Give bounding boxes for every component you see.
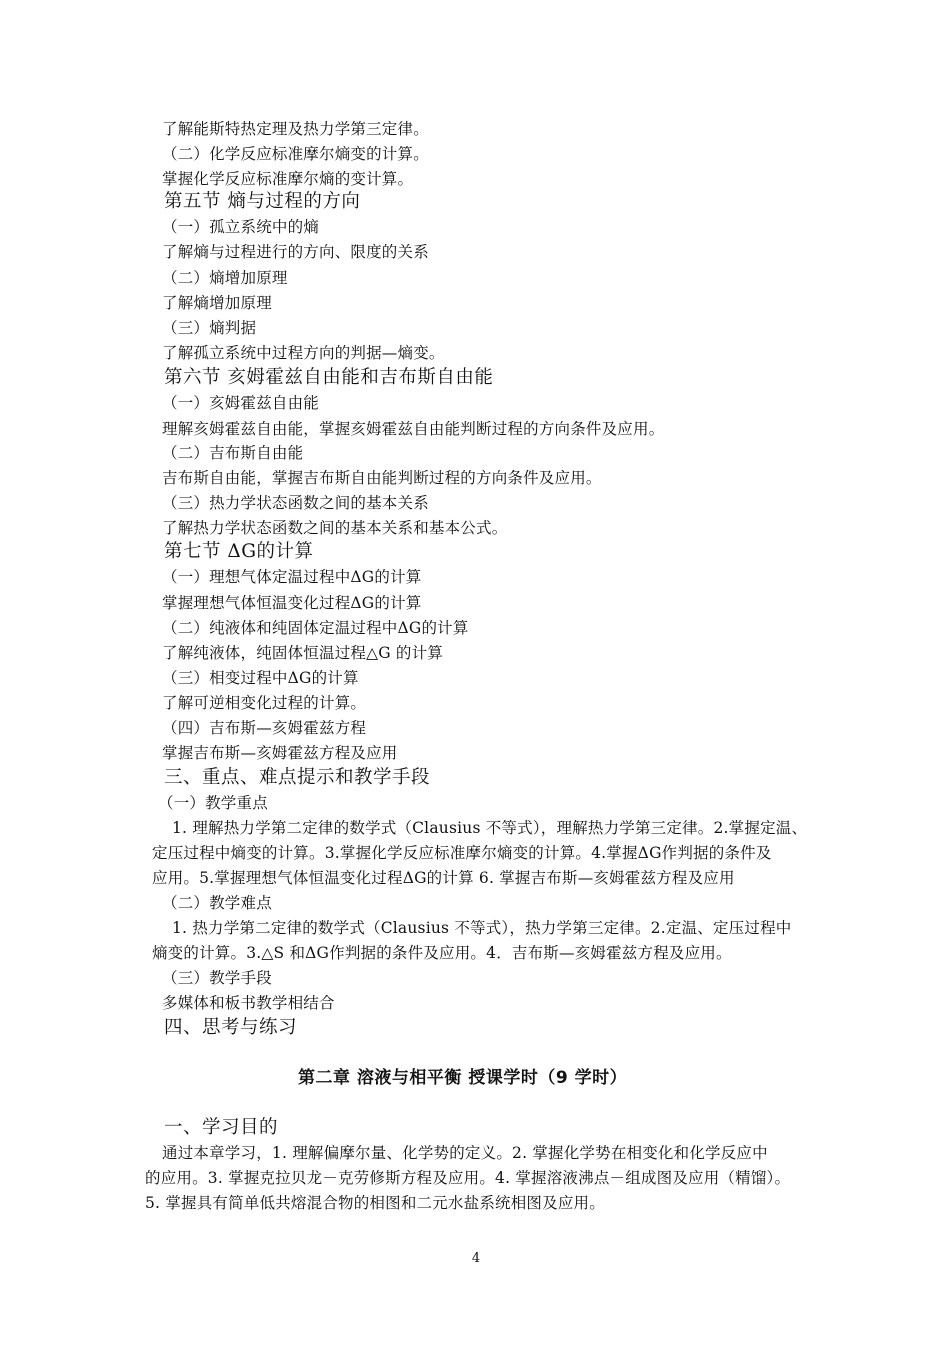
text-line: 熵变的计算。3.△S 和ΔG作判据的条件及应用。4．吉布斯—亥姆霍兹方程及应用。 <box>152 944 732 962</box>
text-line: （一）孤立系统中的熵 <box>162 218 320 236</box>
text-line: 了解纯液体，纯固体恒温过程△G 的计算 <box>162 644 444 662</box>
text-line: 1. 热力学第二定律的数学式（Clausius 不等式），热力学第三定律。2.定温、定压过程中 <box>172 919 792 937</box>
text-line: 通过本章学习，1. 理解偏摩尔量、化学势的定义。2. 掌握化学势在相变化和化学反应中 <box>162 1144 768 1162</box>
text-line: （一）理想气体定温过程中ΔG的计算 <box>162 568 422 586</box>
text-line: 应用。5.掌握理想气体恒温变化过程ΔG的计算 6. 掌握吉布斯—亥姆霍兹方程及应用 <box>152 869 735 887</box>
text-line: 吉布斯自由能，掌握吉布斯自由能判断过程的方向条件及应用。 <box>162 469 602 487</box>
text-line: 定压过程中熵变的计算。3.掌握化学反应标准摩尔熵变的计算。4.掌握ΔG作判据的条件及 <box>152 844 772 862</box>
chapter-title: 第二章 溶液与相平衡 授课学时（9 学时） <box>298 1068 628 1088</box>
text-line: 的应用。3. 掌握克拉贝龙－克劳修斯方程及应用。4. 掌握溶液沸点－组成图及应用（精馏）。 <box>145 1169 791 1187</box>
text-line: （三）教学手段 <box>162 969 272 987</box>
text-line: 掌握理想气体恒温变化过程ΔG的计算 <box>162 594 422 612</box>
text-line: 5. 掌握具有简单低共熔混合物的相图和二元水盐系统相图及应用。 <box>145 1194 605 1212</box>
text-line: 了解孤立系统中过程方向的判据—熵变。 <box>162 344 445 362</box>
text-line: （二）教学难点 <box>162 894 272 912</box>
text-line: 多媒体和板书教学相结合 <box>162 994 335 1012</box>
text-line: 了解熵增加原理 <box>162 294 272 312</box>
section-heading: 一、学习目的 <box>164 1117 279 1138</box>
section-heading: 第六节 亥姆霍兹自由能和吉布斯自由能 <box>164 367 494 388</box>
text-line: 了解熵与过程进行的方向、限度的关系 <box>162 243 429 261</box>
text-line: （三）热力学状态函数之间的基本关系 <box>162 494 429 512</box>
text-line: （二）化学反应标准摩尔熵变的计算。 <box>162 145 429 163</box>
text-line: 了解热力学状态函数之间的基本关系和基本公式。 <box>162 519 508 537</box>
text-line: （三）相变过程中ΔG的计算 <box>162 669 359 687</box>
section-heading: 四、思考与练习 <box>164 1017 298 1038</box>
text-line: （一）教学重点 <box>158 794 268 812</box>
text-line: （二）吉布斯自由能 <box>162 444 304 462</box>
text-line: 理解亥姆霍兹自由能，掌握亥姆霍兹自由能判断过程的方向条件及应用。 <box>162 420 665 438</box>
text-line: （二）熵增加原理 <box>162 269 288 287</box>
page-number: 4 <box>471 1251 481 1266</box>
section-heading: 三、重点、难点提示和教学手段 <box>164 767 431 788</box>
text-line: （四）吉布斯—亥姆霍兹方程 <box>162 719 367 737</box>
section-heading: 第七节 ΔG的计算 <box>164 541 314 562</box>
text-line: （一）亥姆霍兹自由能 <box>162 394 320 412</box>
text-line: （二）纯液体和纯固体定温过程中ΔG的计算 <box>162 619 469 637</box>
section-heading: 第五节 熵与过程的方向 <box>164 191 361 212</box>
text-line: （三）熵判据 <box>162 319 257 337</box>
text-line: 了解能斯特热定理及热力学第三定律。 <box>162 120 429 138</box>
text-line: 掌握化学反应标准摩尔熵的变计算。 <box>162 170 414 188</box>
text-line: 了解可逆相变化过程的计算。 <box>162 694 367 712</box>
text-line: 1. 理解热力学第二定律的数学式（Clausius 不等式），理解热力学第三定律。2.掌握定温、 <box>172 819 808 837</box>
text-line: 掌握吉布斯—亥姆霍兹方程及应用 <box>162 744 398 762</box>
